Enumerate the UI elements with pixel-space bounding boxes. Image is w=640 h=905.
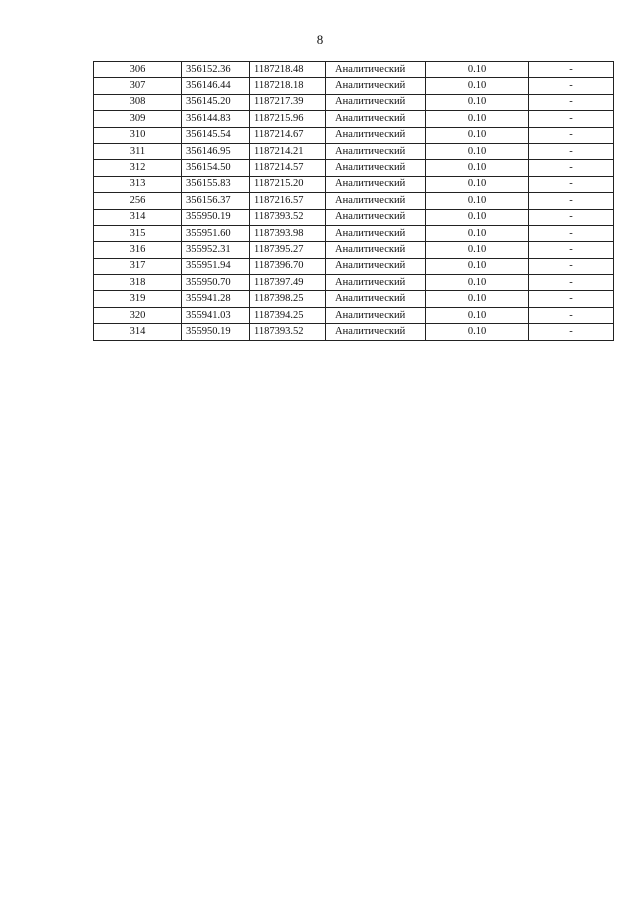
method-cell: Аналитический: [326, 62, 426, 78]
point-number-cell: 309: [94, 111, 182, 127]
method-cell: Аналитический: [326, 143, 426, 159]
table-row: [94, 275, 614, 291]
accuracy-cell: 0.10: [426, 111, 529, 127]
y-coordinate-cell: 1187394.25: [250, 307, 326, 323]
note-cell: -: [529, 78, 614, 94]
x-coordinate-cell: 356152.36: [182, 62, 250, 78]
table-row: [94, 324, 614, 340]
table-row: [94, 160, 614, 176]
note-cell: -: [529, 111, 614, 127]
x-coordinate-cell: 356155.83: [182, 176, 250, 192]
table-row: [94, 111, 614, 127]
table-row: [94, 62, 614, 78]
y-coordinate-cell: 1187215.96: [250, 111, 326, 127]
note-cell: -: [529, 291, 614, 307]
x-coordinate-cell: 356146.44: [182, 78, 250, 94]
method-cell: Аналитический: [326, 127, 426, 143]
method-cell: Аналитический: [326, 225, 426, 241]
x-coordinate-cell: 356146.95: [182, 143, 250, 159]
accuracy-cell: 0.10: [426, 209, 529, 225]
accuracy-cell: 0.10: [426, 127, 529, 143]
accuracy-cell: 0.10: [426, 242, 529, 258]
note-cell: -: [529, 160, 614, 176]
note-cell: -: [529, 176, 614, 192]
table-row: [94, 176, 614, 192]
accuracy-cell: 0.10: [426, 193, 529, 209]
y-coordinate-cell: 1187216.57: [250, 193, 326, 209]
accuracy-cell: 0.10: [426, 307, 529, 323]
method-cell: Аналитический: [326, 242, 426, 258]
note-cell: -: [529, 209, 614, 225]
coordinates-table-body: [94, 62, 614, 341]
table-row: [94, 307, 614, 323]
x-coordinate-cell: 355941.03: [182, 307, 250, 323]
table-row: [94, 143, 614, 159]
accuracy-cell: 0.10: [426, 275, 529, 291]
x-coordinate-cell: 355951.94: [182, 258, 250, 274]
accuracy-cell: 0.10: [426, 160, 529, 176]
x-coordinate-cell: 356156.37: [182, 193, 250, 209]
method-cell: Аналитический: [326, 94, 426, 110]
x-coordinate-cell: 355952.31: [182, 242, 250, 258]
note-cell: -: [529, 193, 614, 209]
method-cell: Аналитический: [326, 78, 426, 94]
table-row: [94, 258, 614, 274]
y-coordinate-cell: 1187393.98: [250, 225, 326, 241]
y-coordinate-cell: 1187397.49: [250, 275, 326, 291]
method-cell: Аналитический: [326, 307, 426, 323]
x-coordinate-cell: 355950.19: [182, 324, 250, 340]
method-cell: Аналитический: [326, 111, 426, 127]
y-coordinate-cell: 1187218.18: [250, 78, 326, 94]
note-cell: -: [529, 275, 614, 291]
method-cell: Аналитический: [326, 176, 426, 192]
method-cell: Аналитический: [326, 258, 426, 274]
note-cell: -: [529, 225, 614, 241]
y-coordinate-cell: 1187217.39: [250, 94, 326, 110]
note-cell: -: [529, 127, 614, 143]
note-cell: -: [529, 143, 614, 159]
y-coordinate-cell: 1187214.57: [250, 160, 326, 176]
x-coordinate-cell: 356145.20: [182, 94, 250, 110]
x-coordinate-cell: 355950.70: [182, 275, 250, 291]
point-number-cell: 310: [94, 127, 182, 143]
page-number: 8: [316, 32, 324, 47]
y-coordinate-cell: 1187398.25: [250, 291, 326, 307]
table-row: [94, 127, 614, 143]
point-number-cell: 314: [94, 324, 182, 340]
accuracy-cell: 0.10: [426, 94, 529, 110]
x-coordinate-cell: 356154.50: [182, 160, 250, 176]
y-coordinate-cell: 1187393.52: [250, 324, 326, 340]
note-cell: -: [529, 324, 614, 340]
y-coordinate-cell: 1187396.70: [250, 258, 326, 274]
accuracy-cell: 0.10: [426, 324, 529, 340]
y-coordinate-cell: 1187214.67: [250, 127, 326, 143]
method-cell: Аналитический: [326, 193, 426, 209]
accuracy-cell: 0.10: [426, 143, 529, 159]
point-number-cell: 317: [94, 258, 182, 274]
method-cell: Аналитический: [326, 209, 426, 225]
note-cell: -: [529, 62, 614, 78]
point-number-cell: 307: [94, 78, 182, 94]
point-number-cell: 314: [94, 209, 182, 225]
table-row: [94, 209, 614, 225]
point-number-cell: 316: [94, 242, 182, 258]
note-cell: -: [529, 242, 614, 258]
x-coordinate-cell: 356145.54: [182, 127, 250, 143]
y-coordinate-cell: 1187214.21: [250, 143, 326, 159]
y-coordinate-cell: 1187215.20: [250, 176, 326, 192]
note-cell: -: [529, 258, 614, 274]
y-coordinate-cell: 1187393.52: [250, 209, 326, 225]
point-number-cell: 256: [94, 193, 182, 209]
accuracy-cell: 0.10: [426, 78, 529, 94]
accuracy-cell: 0.10: [426, 62, 529, 78]
point-number-cell: 320: [94, 307, 182, 323]
point-number-cell: 311: [94, 143, 182, 159]
table-row: [94, 193, 614, 209]
y-coordinate-cell: 1187218.48: [250, 62, 326, 78]
x-coordinate-cell: 355941.28: [182, 291, 250, 307]
note-cell: -: [529, 94, 614, 110]
x-coordinate-cell: 355951.60: [182, 225, 250, 241]
point-number-cell: 312: [94, 160, 182, 176]
table-row: [94, 291, 614, 307]
x-coordinate-cell: 355950.19: [182, 209, 250, 225]
table-row: [94, 225, 614, 241]
point-number-cell: 318: [94, 275, 182, 291]
point-number-cell: 319: [94, 291, 182, 307]
y-coordinate-cell: 1187395.27: [250, 242, 326, 258]
method-cell: Аналитический: [326, 160, 426, 176]
table-row: [94, 242, 614, 258]
method-cell: Аналитический: [326, 324, 426, 340]
x-coordinate-cell: 356144.83: [182, 111, 250, 127]
method-cell: Аналитический: [326, 291, 426, 307]
point-number-cell: 308: [94, 94, 182, 110]
point-number-cell: 315: [94, 225, 182, 241]
accuracy-cell: 0.10: [426, 225, 529, 241]
table-row: [94, 94, 614, 110]
accuracy-cell: 0.10: [426, 176, 529, 192]
accuracy-cell: 0.10: [426, 258, 529, 274]
table-row: [94, 78, 614, 94]
point-number-cell: 306: [94, 62, 182, 78]
accuracy-cell: 0.10: [426, 291, 529, 307]
note-cell: -: [529, 307, 614, 323]
method-cell: Аналитический: [326, 275, 426, 291]
coordinates-table: [93, 61, 614, 341]
point-number-cell: 313: [94, 176, 182, 192]
